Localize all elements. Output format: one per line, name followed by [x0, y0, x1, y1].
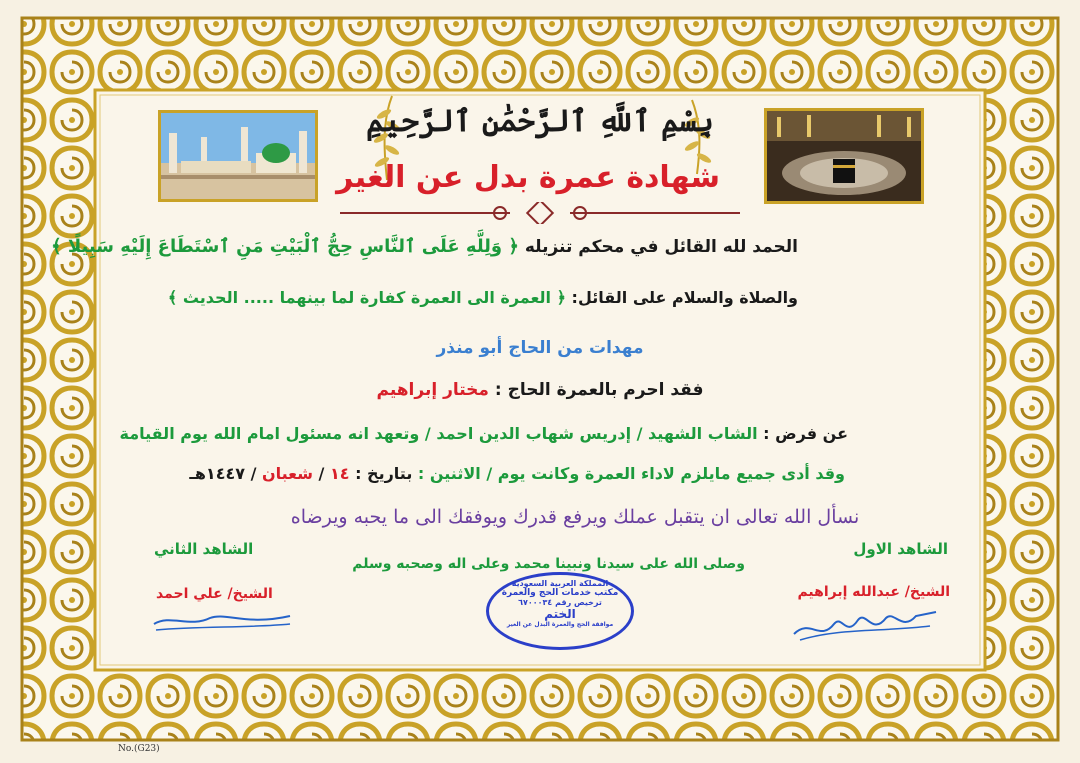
performed-line: [189, 464, 845, 483]
kaaba-icon: [767, 111, 921, 201]
witness1-label: الشاهد الاول: [853, 540, 948, 558]
prayer-line: نسأل الله تعالى ان يتقبل عملك ويرفع قدرك ويوفقك الى ما يحبه ويرضاه: [290, 506, 860, 528]
hadith-intro: والصلاة والسلام على القائل:: [571, 288, 798, 307]
stamp-line1: مكتب خدمات الحج والعمرة: [501, 588, 619, 598]
behalf-pledge: وتعهد انه مسئول امام الله يوم القيامة: [119, 424, 420, 443]
witness2-name: الشيخ/ علي احمد: [156, 586, 273, 602]
hadith-line: [168, 288, 798, 307]
behalf-line: [120, 424, 848, 443]
pilgrim-name: مختار إبراهيم: [376, 380, 489, 400]
pilgrim-line: [340, 380, 740, 400]
form-number: No.(G23): [118, 744, 160, 754]
salutation-line: وصلى الله على سيدنا ونبينا محمد وعلى اله وصحبه وسلم: [352, 556, 745, 572]
verse-intro: الحمد لله القائل في محكم تنزيله: [524, 237, 798, 257]
hadith-text: ﴿ العمرة الى العمرة كفارة لما بينهما ..... الحديث ﴾: [167, 288, 566, 307]
stamp-top: المملكة العربية السعودية: [511, 579, 609, 588]
date-label: بتاريخ :: [355, 464, 413, 483]
witness2-label: الشاهد الثاني: [154, 540, 254, 558]
witness1-name: الشيخ/ عبدالله إبراهيم: [797, 584, 950, 600]
behalf-name: الشاب الشهيد / إدريس شهاب الدين احمد /: [424, 424, 758, 443]
behalf-label: عن فرض :: [763, 424, 848, 443]
stamp-bottom: موافقة الحج والعمرة البدل عن الغير: [506, 621, 614, 628]
madinah-mosque-icon: [161, 113, 315, 199]
official-stamp: [486, 572, 634, 650]
quran-verse: ﴿ وَلِلَّهِ عَلَى ٱلنَّاسِ حِجُّ ٱلْبَيْتِ مَنِ ٱسْتَطَاعَ إِلَيْهِ سَبِيلًا ﴾: [51, 236, 519, 257]
witness1-signature-icon: [790, 598, 940, 648]
pilgrim-label: فقد احرم بالعمرة الحاج :: [494, 380, 704, 400]
verse-line: [51, 236, 798, 257]
kaaba-mecca-photo: [764, 108, 924, 204]
date-separator-2: /: [250, 464, 257, 483]
madinah-mosque-photo: [158, 110, 318, 202]
date-separator-1: /: [318, 464, 325, 483]
date-day: ١٤: [329, 464, 350, 483]
date-year: ١٤٤٧هـ: [189, 464, 245, 483]
stamp-line2: ترخيص رقم ٦٧٠٠٠٣٤: [518, 598, 602, 607]
witness2-signature-icon: [150, 606, 295, 636]
certificate-title: شهادة عمرة بدل عن الغير: [336, 160, 720, 195]
stamp-seal: الختم: [544, 607, 576, 621]
performed-text: وقد أدى جميع مايلزم لاداء العمرة وكانت يوم / الاثنين :: [417, 464, 845, 483]
date-month: شعبان: [261, 464, 313, 483]
title-divider-ornament: [330, 202, 750, 224]
gift-line: مهدات من الحاج أبو منذر: [436, 338, 644, 358]
basmala: بِسْمِ ٱللَّهِ ٱلرَّحْمَٰنِ ٱلرَّحِيمِ: [366, 104, 714, 139]
